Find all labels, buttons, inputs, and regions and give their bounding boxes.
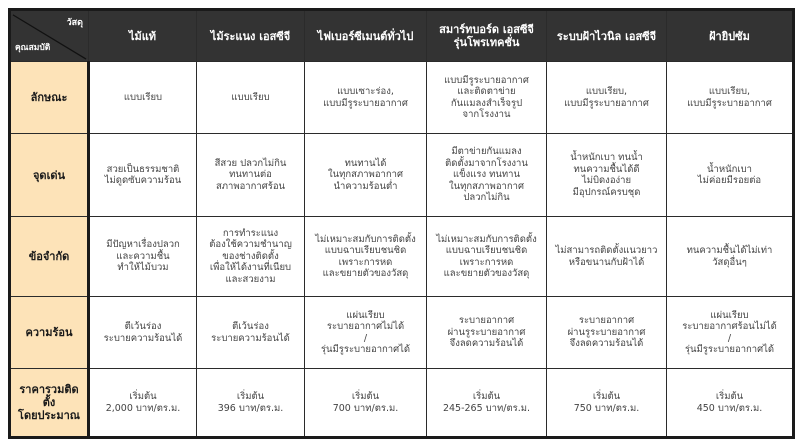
row-header-line: ข้อจำกัด	[28, 250, 70, 263]
table-cell	[427, 297, 547, 369]
table-row-limitations	[10, 217, 794, 297]
cell-text-line: ระบายอากาศ	[578, 315, 635, 327]
cell-text-line: น้ำหนักเบา	[707, 163, 752, 175]
table-cell	[667, 369, 794, 438]
cell-text-line: และขยายตัวของวัสดุ	[322, 268, 409, 279]
cell-text-line: มีตาข่ายกันแมลง	[451, 146, 522, 158]
cell-text-line: แข็งแรง ทนทาน	[453, 169, 520, 181]
row-header-line: ความร้อน	[25, 326, 73, 339]
material-comparison-table	[8, 8, 795, 439]
cell-text-line: /	[727, 332, 732, 344]
cell-text-line: ทำให้ไม้บวม	[117, 262, 169, 274]
cell-text-line: ระบายอากาศ	[458, 315, 515, 327]
cell-text-line: 700 บาท/ตร.ม.	[332, 402, 399, 414]
cell-text-line: มีอุปกรณ์ครบชุด	[572, 186, 641, 198]
cell-text-line: ผ่านรูระบายอากาศ	[447, 326, 526, 338]
column-header-line: รุ่นโพรเทคชั่น	[453, 36, 520, 49]
cell-text-line: รุ่นมีรูระบายอากาศได้	[684, 344, 775, 355]
cell-text-line: และขยายตัวของวัสดุ	[443, 268, 530, 279]
cell-text-line: เพราะการหด	[459, 256, 514, 268]
row-header-line: โดยประมาณ	[18, 409, 80, 422]
cell-text-line: ทนทานได้	[344, 157, 387, 169]
cell-text-line: เริ่มต้น	[715, 391, 744, 402]
cell-text-line: ไม่ค่อยมีรอยต่อ	[697, 175, 762, 186]
column-header-real-wood: ไม้แท้	[89, 10, 197, 62]
column-header-fiber-cement: ไฟเบอร์ซีเมนต์ทั่วไป	[305, 10, 427, 62]
cell-text-line: แบบเรียบ,	[708, 86, 751, 97]
cell-text-line: แบบมีรูระบายอากาศ	[323, 97, 408, 109]
cell-text-line: เริ่มต้น	[129, 391, 157, 402]
table-cell	[547, 217, 667, 297]
row-header	[10, 134, 89, 217]
column-header-smartboard-protection	[427, 10, 547, 62]
table-cell	[667, 62, 794, 134]
table-cell	[427, 134, 547, 217]
table-cell	[547, 62, 667, 134]
cell-text-line: แบบมีรูระบายอากาศ	[687, 97, 772, 109]
cell-text-line: ผ่านรูระบายอากาศ	[567, 326, 646, 338]
row-header-line: ลักษณะ	[30, 91, 68, 104]
cell-text-line: ทนความชื้นได้ไม่เท่า	[686, 245, 773, 256]
cell-text-line: ระบายความร้อนได้	[103, 332, 183, 344]
cell-text-line: แผ่นเรียบ	[346, 309, 385, 321]
cell-text-line: จึงลดความร้อนได้	[569, 338, 644, 350]
column-header-line: สมาร์ทบอร์ด เอสซีจี	[439, 23, 534, 36]
table-cell	[547, 369, 667, 438]
cell-text-line: และความชื้น	[116, 250, 170, 262]
cell-text-line: ตีเว้นร่อง	[232, 321, 269, 332]
row-header	[10, 217, 89, 297]
column-header-gypsum-ceiling: ฝ้ายิปซัม	[667, 10, 794, 62]
cell-text-line: ติดตั้งมาจากโรงงาน	[445, 157, 528, 169]
table-cell	[305, 217, 427, 297]
table-cell	[427, 369, 547, 438]
table-cell	[89, 297, 197, 369]
cell-text-line: กันแมลงสำเร็จรูป	[450, 97, 523, 109]
cell-text-line: ในทุกสภาพอากาศ	[328, 169, 403, 181]
table-body	[10, 62, 794, 438]
table-cell	[197, 297, 305, 369]
cell-text-line: มีปัญหาเรื่องปลวก	[106, 239, 180, 251]
table-cell	[547, 134, 667, 217]
cell-text-line: แผ่นเรียบ	[710, 309, 749, 321]
table-row-characteristics	[10, 62, 794, 134]
cell-text-line: ทนทานต่อ	[229, 169, 272, 181]
cell-text-line: ไม่เหมาะสมกับการติดตั้ง	[315, 233, 416, 245]
cell-text-line: วัสดุอื่นๆ	[712, 256, 747, 268]
table-cell	[427, 217, 547, 297]
table-cell	[667, 134, 794, 217]
row-header-line: ราคารวมติดตั้ง	[19, 383, 79, 409]
table-cell	[197, 134, 305, 217]
table-row-heat	[10, 297, 794, 369]
cell-text-line: จึงลดความร้อนได้	[449, 338, 524, 350]
cell-text-line: ไม่บิดงอง่าย	[581, 175, 632, 186]
cell-text-line: เริ่มต้น	[236, 391, 265, 402]
cell-text-line: เพราะการหด	[338, 256, 393, 268]
table-cell	[427, 62, 547, 134]
table-cell	[547, 297, 667, 369]
cell-text-line: 750 บาท/ตร.ม.	[573, 402, 640, 414]
cell-text-line: แบบฉาบเรียบชนชิด	[324, 245, 407, 256]
header-row	[10, 10, 794, 62]
cell-text-line: แบบเรียบ,	[585, 86, 628, 97]
cell-text-line: เริ่มต้น	[472, 391, 501, 402]
table-cell	[89, 369, 197, 438]
table-cell	[305, 62, 427, 134]
cell-text-line: ของช่างติดตั้ง	[222, 250, 279, 262]
cell-text-line: 245-265 บาท/ตร.ม.	[442, 402, 531, 414]
cell-text-line: 396 บาท/ตร.ม.	[217, 402, 284, 414]
cell-text-line: และติดตาข่าย	[457, 86, 516, 97]
cell-text-line: ในทุกสภาพอากาศ	[449, 180, 524, 192]
cell-text-line: ปลวกไม่กิน	[463, 192, 510, 204]
cell-text-line: 2,000 บาท/ตร.ม.	[105, 402, 181, 414]
table-cell	[89, 62, 197, 134]
cell-text-line: แบบเซาะร่อง,	[337, 86, 394, 97]
cell-text-line: รุ่นมีรูระบายอากาศได้	[320, 344, 411, 355]
table-row-highlights	[10, 134, 794, 217]
cell-text-line: แบบฉาบเรียบชนชิด	[445, 245, 528, 256]
row-header	[10, 369, 89, 438]
table-row-price	[10, 369, 794, 438]
cell-text-line: สีสวย ปลวกไม่กิน	[214, 157, 287, 169]
cell-text-line: แบบมีรูระบายอากาศ	[444, 74, 529, 86]
corner-material-label: วัสดุ	[66, 18, 83, 28]
table-cell	[667, 217, 794, 297]
table-cell	[197, 217, 305, 297]
table-cell	[667, 297, 794, 369]
cell-text-line: ระบายอากาศไม่ได้	[326, 321, 405, 332]
row-header	[10, 62, 89, 134]
cell-text-line: น้ำหนักเบา ทนน้ำ	[570, 152, 643, 163]
table-cell	[197, 369, 305, 438]
row-header-line: จุดเด่น	[32, 168, 65, 182]
cell-text-line: แบบมีรูระบายอากาศ	[564, 97, 649, 109]
cell-text-line: 450 บาท/ตร.ม.	[696, 402, 763, 414]
cell-text-line: ระบายอากาศร้อนไม่ได้	[682, 321, 777, 332]
cell-text-line: ตีเว้นร่อง	[124, 321, 162, 332]
corner-header-cell	[10, 10, 89, 62]
cell-text-line: ต้องใช้ความชำนาญ	[209, 239, 292, 251]
row-header	[10, 297, 89, 369]
cell-text-line: เพื่อให้ได้งานที่เนียบ	[209, 262, 292, 274]
cell-text-line: หรือขนานกับฝ้าได้	[568, 256, 645, 268]
cell-text-line: เริ่มต้น	[351, 391, 380, 402]
cell-text-line: /	[363, 332, 368, 344]
cell-text-line: ทนความชื้นได้ดี	[573, 163, 640, 175]
table-cell	[89, 134, 197, 217]
cell-text-line: ไม่เหมาะสมกับการติดตั้ง	[436, 233, 537, 245]
cell-text-line: ไม่ดูดซับความร้อน	[104, 175, 182, 186]
cell-text-line: เริ่มต้น	[592, 391, 621, 402]
cell-text-line: นำความร้อนต่ำ	[333, 180, 398, 192]
cell-text-line: ไม่สามารถติดตั้งแนวยาว	[555, 245, 658, 256]
table-cell	[197, 62, 305, 134]
cell-text-line: แบบเรียบ	[231, 91, 270, 103]
column-header-scg-vinyl-ceiling: ระบบฝ้าไวนิล เอสซีจี	[547, 10, 667, 62]
corner-property-label: คุณสมบัติ	[15, 43, 51, 53]
cell-text-line: การทำระแนง	[222, 227, 279, 239]
cell-text-line: สวยเป็นธรรมชาติ	[106, 163, 180, 175]
table-cell	[305, 297, 427, 369]
cell-text-line: แบบเรียบ	[123, 91, 163, 103]
cell-text-line: จากโรงงาน	[462, 109, 511, 120]
column-header-scg-slat-wood: ไม้ระแนง เอสซีจี	[197, 10, 305, 62]
table-cell	[89, 217, 197, 297]
table-cell	[305, 134, 427, 217]
table-cell	[305, 369, 427, 438]
cell-text-line: ระบายความร้อนได้	[211, 332, 290, 344]
cell-text-line: และสวยงาม	[225, 273, 276, 285]
cell-text-line: สภาพอากาศร้อน	[215, 180, 286, 192]
